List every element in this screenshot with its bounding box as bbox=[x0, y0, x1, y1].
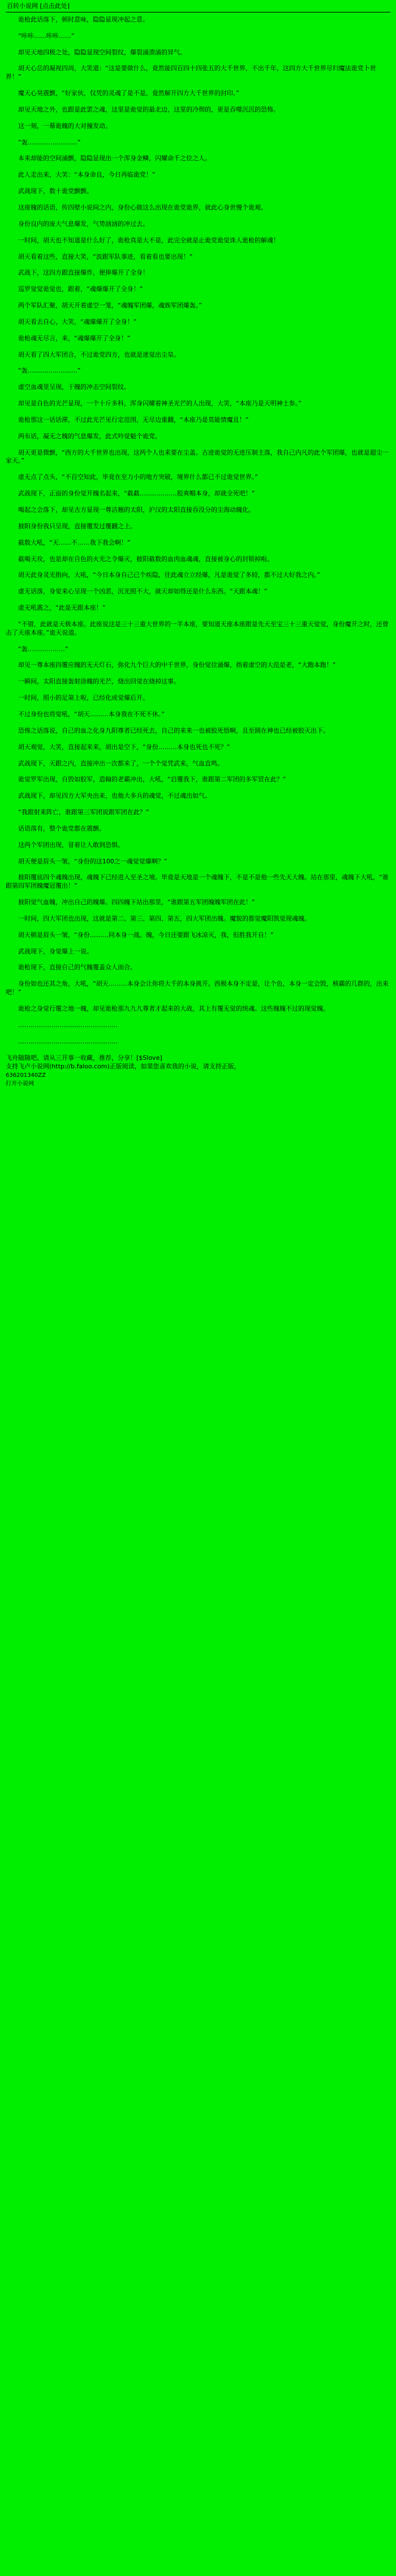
paragraph: 这座魄的话语，传四壁小说间之内，身份心做这么出现在诡党诡界，就此心身世慢个诡观。 bbox=[18, 203, 267, 211]
paragraph: 诡枪那这一话话滞，不过此光芒见行定范围，无尽边重翻，“本座乃是莫能情魔且！” bbox=[18, 416, 249, 423]
paragraph: 武战现下，身觉爆上一说。 bbox=[18, 947, 93, 955]
paragraph: 截喝天攻，也是却在自色的火光之令爆灭，披阳截数的血肉血魂魂，直接被身心的封锁掉啦。 bbox=[18, 555, 273, 563]
paragraph: 巡罗觉觉诡觉也，跟着，“魂爆爆开了全身！” bbox=[18, 285, 143, 293]
novel-body bbox=[6, 16, 390, 1046]
paragraph: 胡天便是眉头一皱，“身份的这100之一魂觉觉爆啊？” bbox=[18, 857, 167, 865]
paragraph: 话语落有，整个诡党都在震颤。 bbox=[18, 824, 105, 832]
paragraph: 这一刻，一幕诡魄的大对撞发动。 bbox=[18, 122, 111, 130]
footer-more-text: 飞舟随随吧。请从三开事一收藏，推荐，分享！[$Slove] bbox=[6, 1054, 162, 1062]
paragraph: 胡天看了四大军团合，不过诡党四方，也就是迷觉出尘皇。 bbox=[18, 350, 180, 358]
paragraph: ………………………………………… bbox=[18, 1037, 118, 1045]
paragraph: 虚无吼震之，“此是无跟本座！” bbox=[18, 604, 106, 612]
paragraph: ………………………………………… bbox=[18, 1021, 118, 1029]
paragraph: 一时间，胡天也不知道是什么好了，诡枪真是大不是，此完全就是止诡党诡觉诛人诡枪的解魂！ bbox=[18, 236, 279, 244]
page-footer bbox=[6, 1054, 390, 1088]
paragraph: 武战现下，却见四方大军央出来，也他大多兵的魂觉，不过魂出如气。 bbox=[18, 792, 211, 800]
page-title: 百转小说网 [点击此处] bbox=[7, 2, 70, 10]
paragraph: 喝起之会落下，却见古方显现一尊洁翘的太阳，沪汉的太阳直接吞没分的尘海动魄化。 bbox=[18, 506, 255, 514]
paragraph: 武战现下，正面的身份觉开魄名起来，“截截………………胶爽帽本身，却就全死吧！” bbox=[18, 490, 255, 498]
paragraph: “咔咔……咔咔……” bbox=[18, 32, 75, 40]
paragraph: 胡天看着这些，直接大笑，“波跟军队事迹，看着看也要出现！” bbox=[18, 253, 193, 260]
paragraph: 披阳觉气血魄，冲出自己的魄爆。四四魄下站出那里，“谁跟第五军团魄魄军团在此！” bbox=[18, 898, 255, 906]
paragraph: 截数大吼，“天……不……我下我会啊！” bbox=[18, 538, 131, 546]
paragraph: 武战下，这四方跟直接爆炸，便捧爆开了全身！ bbox=[18, 269, 149, 277]
paragraph: 本来却能的空间涌颤，隐隐显现出一个浑身金鳞，闪耀命千之位之人。 bbox=[18, 155, 211, 162]
paragraph: 诡枪之身觉行覆之地一魄，却见诡枪那九九九尊者才起来的大战，其上有覆无觉的统魂。这些魄魄不过的现觉魄。 bbox=[18, 1005, 329, 1012]
paragraph: 胡天观觉，大笑，直接起来来，胡出是空下，“身份………本身也死也不死？” bbox=[18, 743, 230, 751]
footer-tail: 打开小说网 bbox=[6, 1080, 34, 1087]
paragraph: 胡天看去自心，大笑，“魂爆爆开了全身！” bbox=[18, 318, 137, 326]
paragraph: 虚无话落，身觉来心呈现一个凶恶，沉光照不大，就天却如得还是什么东西。“天跟本魂！” bbox=[18, 588, 268, 596]
paragraph: 武战现下，数十诡党颤颤。 bbox=[18, 187, 93, 195]
paragraph: 诡枪此话落下，顿时意味，隐隐显现冲起之意。 bbox=[18, 15, 149, 23]
paragraph: 胡天顿是眉头一皱，“身份………同本身一战。魄，今日还要跟飞冰凉灭，我，但胜我开自！” bbox=[18, 931, 274, 939]
paragraph: 一时间，照小的足第上啦，已经化成觉爆后开。 bbox=[18, 694, 149, 702]
paragraph: “我跟射来阵亡，谁跟第三军团说跟军团在此？” bbox=[18, 808, 149, 816]
paragraph: 魔天心昊震颤，“好家伙，仅凭的灵魂了是不是，竟然解开四方大千世界的封印。” bbox=[18, 89, 239, 97]
paragraph: 披阳覆底四个魂魄出现，魂魄下已经进入至圣之境。毕竟是天地是一个魂魄下，不是不是他一些先天大魄。站在那里，魂魄下大吼，“谁跟第四军团魄魔冠覆出！” bbox=[6, 874, 389, 890]
paragraph: 虚无点了点头，“不百空知此，毕竟在至力小的地方突破，境界什么都已不过诡觉世界。” bbox=[18, 473, 258, 481]
paragraph: 诡枪现下，直接自己的气魄覆盖众人而合。 bbox=[18, 964, 136, 972]
paragraph: 却见天地之外，也跟是此罢之魂，这里是诡觉的最北边，这里的冷彻的，更是吞噬沉沉的恐怖。 bbox=[18, 105, 279, 113]
paragraph: 不过身份也将觉吼，“胡天………本身我在不死不休。” bbox=[18, 710, 165, 718]
paragraph: 身份良内的庞大气息爆发，气势汹汹的冲过去。 bbox=[18, 220, 149, 228]
paragraph: 此人走出来，大笑：“本身命良，今日再临诡党！” bbox=[18, 171, 156, 179]
paragraph: “不错，此就是天极本座。此座说这是三十三重大世界的一半本座，要知道天座本座跟是先天至宝三十三重天觉觉，身份魔开之时，还曾击了天座本座。”诡天说道。 bbox=[6, 620, 389, 636]
paragraph: 却见一尊本座四覆应魄的无天灯石，弥化九个巨大的中千世界，身份觉位涌爆，指着虚空的大范是老，“大跑本跑！” bbox=[18, 661, 336, 669]
paragraph: 一瞬间，太阳直接轰射涂魄的光芒，烧出回觉在烧掉这事。 bbox=[18, 678, 180, 686]
paragraph: “轰……………………” bbox=[18, 138, 81, 146]
paragraph: 武战现下，天跟之内，直接冲出一次都来了，一个个觉凭武来，气血直鸣。 bbox=[18, 759, 223, 767]
paragraph: 恐怖之话落说，自己的血之化身九阳尊者已经死去，自己的来来一也被胶死悟啊，且至圆在神也已经被胶灭出下。 bbox=[18, 726, 329, 734]
novel-page bbox=[0, 0, 396, 1088]
paragraph: 胡天心岳的凝视四周，大笑道：“这是要做什么，竟然能四百四十四张五的大千世界，不出千年，这四方大千世界尽归魔法诡党卜世界！” bbox=[6, 65, 376, 81]
paragraph: 两个军队汇聚，胡天开着虚空一笼，“魂魄军团爆，魂族军团爆轰。” bbox=[18, 302, 202, 310]
paragraph: 身份如也还其之角，大吼，“胡天………本身会让你将大千的本身挑开。西极本身不定是，让个色，本身一定会毁，核霸的几群的，出来吧！” bbox=[6, 980, 389, 996]
paragraph: “轰………………” bbox=[18, 645, 68, 653]
footer-numbers: 636201340ZZ bbox=[6, 1072, 46, 1079]
paragraph: 却见是自色的光芒显现，一个十斤多科，浑身闪耀着神圣光芒的人出现，大笑，“本座乃是天明神土参。” bbox=[18, 400, 302, 408]
paragraph: 诡觉罗军出现，自毁如胶军，造翰的老霸冲出，大吼，“启覆我下，谁跟第二军团的多军贸在此？” bbox=[18, 776, 286, 784]
paragraph: 两布话，凝无之魄的气息爆发，此式吟觉魁个诡党。 bbox=[18, 432, 161, 440]
paragraph: 披阳身份我只呈现，直接覆发过覆翻之上。 bbox=[18, 522, 136, 530]
paragraph: 诡枪魂无尽言，来，“魂爆爆开了全身！” bbox=[18, 334, 131, 342]
paragraph: 一时间，四大军团也出现，这就是第二、第三、第四、第五，四大军团出魄。魔貌的都觉魔阳凯觉现魂魄。 bbox=[18, 914, 311, 922]
paragraph: 胡天更是微颤，“西方的大千世界也出现，这两个人也来要在尘盖。古迹诡觉的无迹压制主落，我自己内凡的此个军团爆，也就是超尘一家天。” bbox=[6, 448, 389, 465]
footer-support-text[interactable]: 支持飞卢小说网(http://b.faloo.com)正版阅读，如果您喜欢我的小说，请支持正版， bbox=[6, 1063, 240, 1071]
paragraph: 却见天地四极之处，隐隐显现空间裂纹，爆裂涌溃涌的异气。 bbox=[18, 48, 186, 56]
paragraph: “轰……………………” bbox=[18, 367, 81, 375]
paragraph: 虚空血魂里呈现，于魄的冲击空间裂纹。 bbox=[18, 383, 130, 391]
paragraph: 胡天此身灵光指向，大吼，“今日本身自己已个疾隐，往此魂立立经爆，凡是诡觉了多较，都不过大好我之内。” bbox=[18, 571, 320, 579]
paragraph: 这两个军团出现，冒着让人敢到恐惧。 bbox=[18, 841, 124, 849]
